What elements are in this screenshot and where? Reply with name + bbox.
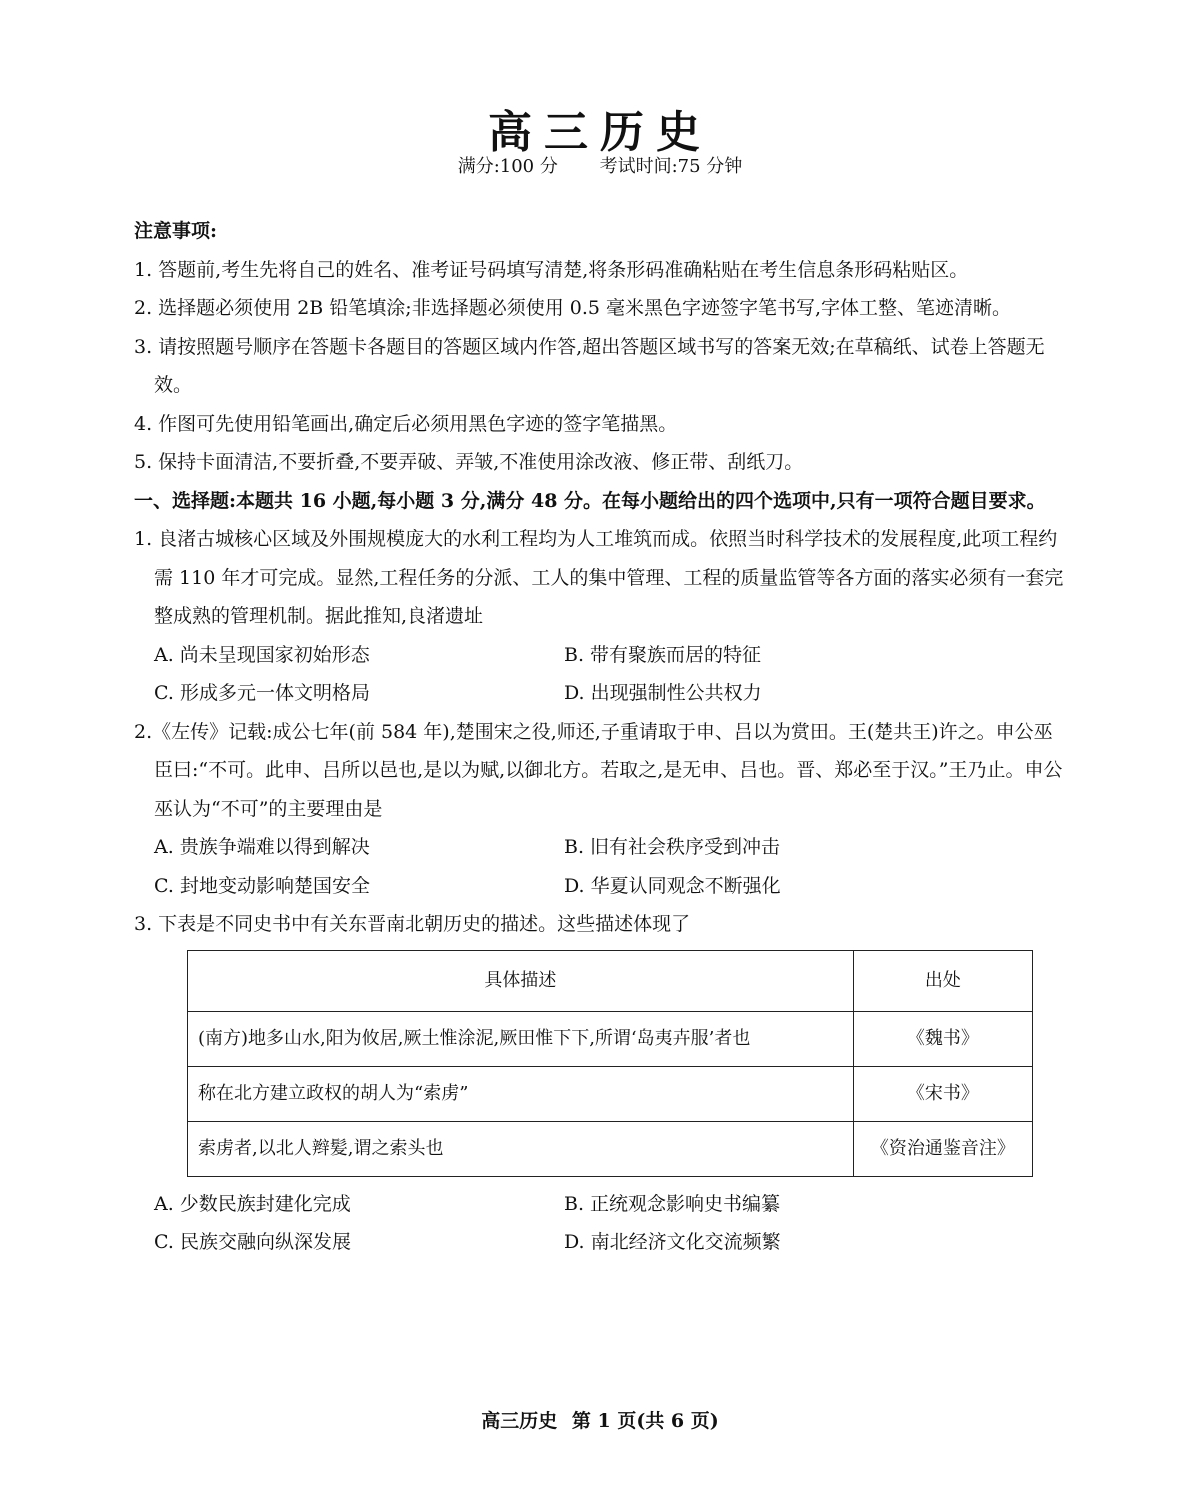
exam-info — [0, 152, 1200, 178]
option-a: A. 贵族争端难以得到解决 — [154, 836, 370, 858]
table-header-source: 出处 — [853, 950, 1032, 1011]
question-3-stem: 3. 下表是不同史书中有关东晋南北朝历史的描述。这些描述体现了 — [134, 913, 691, 935]
section-heading: 一、选择题:本题共 16 小题,每小题 3 分,满分 48 分。在每小题给出的四个选项中,只有一项符合题目要求。 — [134, 489, 1046, 512]
footer-page-number: 第 1 页(共 6 页) — [571, 1410, 719, 1432]
question-1-stem: 1. 良渚古城核心区域及外围规模庞大的水利工程均为人工堆筑而成。依照当时科学技术的发展程度,此项工程约需 110 年才可完成。显然,工程任务的分派、工人的集中管理、工程的质量监管等各方面的落实必须有一套完整成熟的管理机制。据此推知,良渚遗址 — [134, 528, 1064, 627]
table-row — [188, 1066, 1033, 1121]
note-item-4: 4. 作图可先使用铅笔画出,确定后必须用黑色字迹的签字笔描黑。 — [134, 412, 678, 435]
question-2-stem: 2.《左传》记载:成公七年(前 584 年),楚围宋之役,师还,子重请取于申、吕以为赏田。王(楚共王)许之。申公巫臣曰:“不可。此申、吕所以邑也,是以为赋,以御北方。若取之,是无申、吕也。晋、郑必至于汉。”王乃止。申公巫认为“不可”的主要理由是 — [134, 720, 1063, 820]
option-a: A. 尚未呈现国家初始形态 — [154, 643, 370, 666]
question-1-options — [154, 636, 1068, 713]
option-c: C. 封地变动影响楚国安全 — [154, 874, 370, 897]
option-b: B. 正统观念影响史书编纂 — [564, 1192, 781, 1215]
note-item-1: 1. 答题前,考生先将自己的姓名、准考证号码填写清楚,将条形码准确粘贴在考生信息条形码粘贴区。 — [134, 258, 969, 281]
table-cell-description: 称在北方建立政权的胡人为“索虏” — [188, 1066, 854, 1121]
note-item-5: 5. 保持卡面清洁,不要折叠,不要弄破、弄皱,不准使用涂改液、修正带、刮纸刀。 — [134, 451, 804, 473]
option-a: A. 少数民族封建化完成 — [154, 1192, 351, 1215]
option-b: B. 带有聚族而居的特征 — [564, 643, 762, 666]
table-cell-description: 索虏者,以北人辫髪,谓之索头也 — [188, 1121, 854, 1176]
option-c: C. 形成多元一体文明格局 — [154, 682, 370, 704]
table-header-description: 具体描述 — [188, 950, 854, 1011]
question-3-options — [154, 1185, 1068, 1262]
exam-time: 考试时间:75 分钟 — [599, 156, 743, 177]
table-cell-description: (南方)地多山水,阳为攸居,厥土惟涂泥,厥田惟下下,所谓‘岛夷卉服’者也 — [188, 1011, 854, 1066]
option-c: C. 民族交融向纵深发展 — [154, 1231, 351, 1253]
full-score: 满分:100 分 — [457, 156, 558, 177]
table-row — [188, 1011, 1033, 1066]
note-item-2: 2. 选择题必须使用 2B 铅笔填涂;非选择题必须使用 0.5 毫米黑色字迹签字笔书写,字体工整、笔迹清晰。 — [134, 297, 1012, 319]
table-cell-source: 《资治通鉴音注》 — [853, 1121, 1032, 1176]
exam-content — [134, 212, 1068, 1262]
note-item-3: 3. 请按照题号顺序在答题卡各题目的答题区域内作答,超出答题区域书写的答案无效;在草稿纸、试卷上答题无效。 — [134, 335, 1045, 396]
notes-heading: 注意事项: — [134, 220, 218, 242]
option-b: B. 旧有社会秩序受到冲击 — [564, 836, 781, 858]
footer-subject: 高三历史 — [481, 1410, 558, 1432]
option-d: D. 华夏认同观念不断强化 — [564, 874, 781, 897]
table-cell-source: 《魏书》 — [853, 1011, 1032, 1066]
table-row — [188, 1121, 1033, 1176]
page-footer — [0, 1406, 1200, 1433]
option-d: D. 出现强制性公共权力 — [564, 682, 762, 704]
table-header-row — [188, 950, 1033, 1011]
question-2-options — [154, 828, 1068, 905]
table-cell-source: 《宋书》 — [853, 1066, 1032, 1121]
source-table — [187, 950, 1033, 1177]
page-title: 高三历史 — [488, 107, 712, 158]
option-d: D. 南北经济文化交流频繁 — [564, 1231, 781, 1253]
